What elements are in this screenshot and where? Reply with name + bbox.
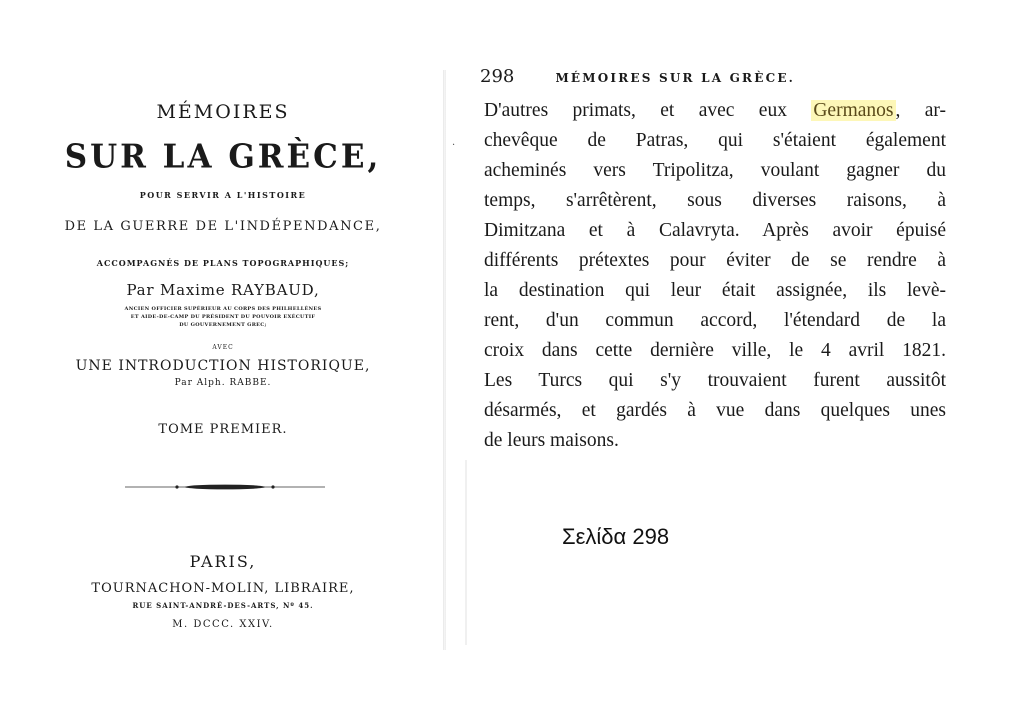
- highlighted-word: Germanos: [813, 100, 894, 121]
- author-note-line-1: ANCIEN OFFICIER SUPÉRIEUR AU CORPS DES PHILHELLÈNES: [124, 306, 322, 312]
- publisher-line: TOURNACHON-MOLIN, LIBRAIRE,: [91, 581, 355, 596]
- year-line: M. DCCC. XXIV.: [172, 619, 274, 630]
- subtitle-line-2: DE LA GUERRE DE L'INDÉPENDANCE,: [64, 219, 382, 234]
- text-line: acheminés vers Tripolitza, voulant gagner du: [484, 160, 946, 181]
- text-line: différents prétextes pour éviter de se rendre à: [484, 250, 946, 271]
- text-line: croix dans cette dernière ville, le 4 avril 1821.: [484, 340, 946, 361]
- avec-label: AVEC: [212, 344, 234, 351]
- intro-line: UNE INTRODUCTION HISTORIQUE,: [75, 358, 371, 374]
- text-line: [484, 96, 946, 126]
- intro-author: Par Alph. RABBE.: [174, 378, 272, 388]
- running-title: MÉMOIRES SUR LA GRÈCE.: [555, 71, 796, 85]
- subtitle-line-3: ACCOMPAGNÉS DE PLANS TOPOGRAPHIQUES;: [96, 258, 350, 268]
- city-line: PARIS,: [189, 552, 257, 571]
- title-page: [40, 85, 406, 645]
- author-note-line-3: DU GOUVERNEMENT GREC;: [179, 322, 267, 328]
- subtitle-line-1: POUR SERVIR A L'HISTOIRE: [139, 190, 307, 200]
- text-line: temps, s'arrêtèrent, sous diverses raisons, à: [484, 190, 946, 211]
- text-line: de leurs maisons.: [484, 430, 619, 451]
- text-line: la destination qui leur était assignée, ils levè-: [484, 280, 946, 301]
- page-caption: Σελίδα 298: [562, 524, 670, 549]
- title-line-2: SUR LA GRÈCE,: [64, 138, 382, 176]
- text-line: désarmés, et gardés à vue dans quelques unes: [484, 400, 946, 421]
- running-head: [480, 66, 795, 87]
- ornament-rule: [125, 483, 325, 491]
- page-edge: [465, 460, 467, 645]
- text-line: chevêque de Patras, qui s'étaient également: [484, 130, 946, 151]
- text-line: rent, d'un commun accord, l'étendard de la: [484, 310, 946, 331]
- text-segment: D'autres primats, et avec eux: [484, 100, 787, 121]
- page-divider: [443, 70, 446, 650]
- address-line: RUE SAINT-ANDRÉ-DES-ARTS, Nº 45.: [132, 601, 314, 610]
- tome-label: TOME PREMIER.: [158, 422, 288, 437]
- author-line: Par Maxime RAYBAUD,: [126, 281, 320, 299]
- text-line: Les Turcs qui s'y trouvaient furent aussitôt: [484, 370, 946, 391]
- text-segment: , ar-: [895, 100, 946, 121]
- text-line: Dimitzana et à Calavryta. Après avoir épuisé: [484, 220, 946, 241]
- margin-mark: ·: [452, 140, 456, 151]
- author-note: [40, 305, 406, 329]
- title-line-1: MÉMOIRES: [156, 101, 290, 123]
- page-number: 298: [480, 66, 515, 87]
- author-note-line-2: ET AIDE-DE-CAMP DU PRÉSIDENT DU POUVOIR EXÉCUTIF: [130, 314, 316, 320]
